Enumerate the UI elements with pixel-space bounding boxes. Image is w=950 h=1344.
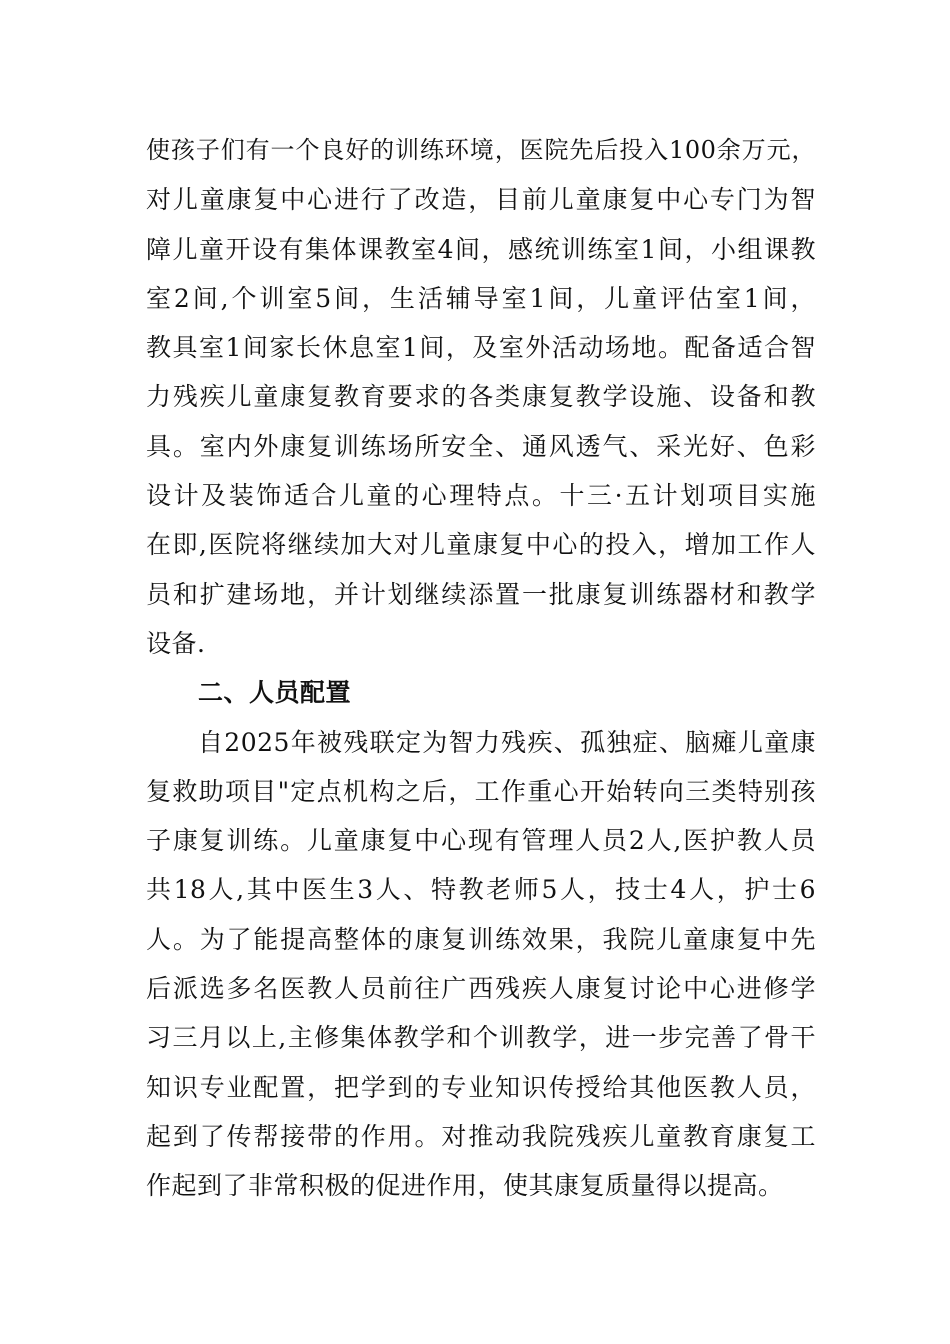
- paragraph-line: 使孩子们有一个良好的训练环境，医院先后投入100余万元，: [146, 136, 816, 164]
- paragraph-line: 障儿童开设有集体课教室4间，感统训练室1间，小组课教: [146, 234, 816, 264]
- paragraph-line: 起到了传帮接带的作用。对推动我院残疾儿童教育康复工: [146, 1121, 816, 1151]
- paragraph-line: 在即,医院将继续加大对儿童康复中心的投入，增加工作人: [146, 530, 816, 560]
- paragraph-line: 设备.: [146, 628, 206, 658]
- paragraph-line: 具。室内外康复训练场所安全、通风透气、采光好、色彩: [146, 431, 816, 461]
- paragraph-line: 复救助项目"定点机构之后，工作重心开始转向三类特别孩: [146, 776, 816, 806]
- paragraph-line: 习三月以上,主修集体教学和个训教学，进一步完善了骨干: [146, 1023, 816, 1053]
- paragraph-line: 设计及装饰适合儿童的心理特点。十三·五计划项目实施: [146, 481, 816, 511]
- paragraph-line: 子康复训练。儿童康复中心现有管理人员2人,医护教人员: [146, 826, 816, 856]
- paragraph-line: 共18人,其中医生3人、特教老师5人，技士4人，护士6: [146, 875, 816, 905]
- paragraph-line: 知识专业配置，把学到的专业知识传授给其他医教人员，: [146, 1072, 816, 1102]
- paragraph-line: 作起到了非常积极的促进作用，使其康复质量得以提高。: [146, 1171, 784, 1201]
- paragraph-line: 力残疾儿童康复教育要求的各类康复教学设施、设备和教: [146, 382, 816, 412]
- paragraph-line: 教具室1间家长休息室1间，及室外活动场地。配备适合智: [146, 333, 816, 363]
- paragraph-line: 室2间,个训室5间，生活辅导室1间，儿童评估室1间，: [146, 283, 816, 313]
- section-heading: 二、人员配置: [198, 678, 352, 708]
- document-body: [146, 126, 816, 1211]
- paragraph-line: 自2025年被残联定为智力残疾、孤独症、脑瘫儿童康: [198, 727, 816, 757]
- paragraph-line: 人。为了能提高整体的康复训练效果，我院儿童康复中先: [146, 924, 816, 954]
- paragraph-line: 员和扩建场地，并计划继续添置一批康复训练器材和教学: [146, 579, 816, 609]
- paragraph-line: 后派选多名医教人员前往广西残疾人康复讨论中心进修学: [146, 974, 816, 1004]
- paragraph-line: 对儿童康复中心进行了改造，目前儿童康复中心专门为智: [146, 185, 816, 215]
